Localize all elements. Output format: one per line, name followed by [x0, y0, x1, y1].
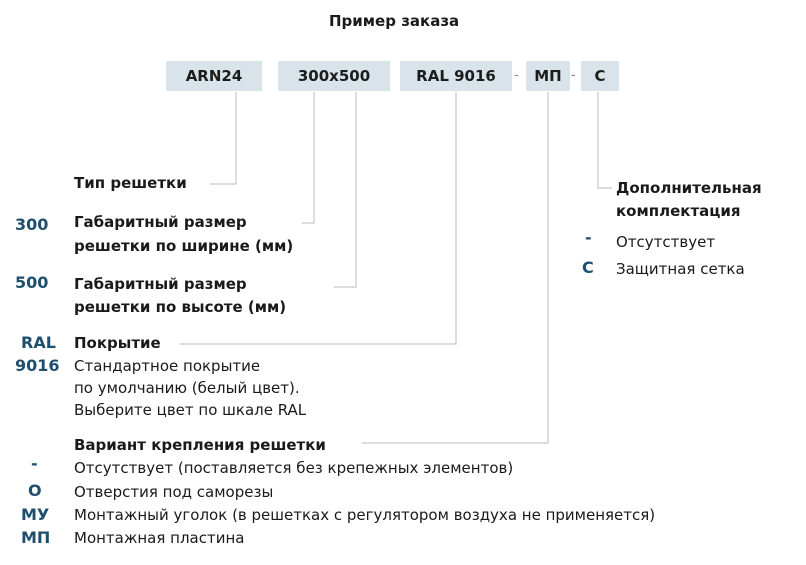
connector-width: [302, 92, 314, 223]
width-code: 300: [15, 215, 49, 234]
page-title: Пример заказа: [329, 12, 460, 30]
mount-option-label: Монтажный уголок (в решетках с регулятором воздуха не применяется): [74, 506, 656, 524]
code-box-mount: МП: [526, 61, 570, 91]
code-box-option: С: [581, 61, 619, 91]
connector-extra: [598, 92, 612, 188]
height-heading-line1: Габаритный размер: [74, 275, 247, 293]
code-box-size: 300x500: [278, 61, 390, 91]
connector-height: [334, 92, 356, 287]
type-heading: Тип решетки: [74, 174, 187, 192]
extra-heading-line1: Дополнительная: [616, 179, 762, 197]
mount-heading: Вариант крепления решетки: [74, 436, 326, 454]
coating-desc-line3: Выберите цвет по шкале RAL: [74, 401, 307, 419]
mount-option-code: -: [31, 454, 38, 473]
mount-option-label: Отверстия под саморезы: [74, 483, 274, 501]
coating-desc-line2: по умолчанию (белый цвет).: [74, 379, 300, 397]
width-heading-line2: решетки по ширине (мм): [74, 237, 294, 255]
connector-type: [210, 92, 236, 184]
height-code: 500: [15, 273, 49, 292]
extra-option-label: Отсутствует: [616, 233, 716, 251]
extra-option-code: -: [585, 228, 592, 247]
coating-code-line1: RAL: [21, 333, 56, 352]
coating-code-line2: 9016: [15, 356, 60, 375]
height-heading-line2: решетки по высоте (мм): [74, 298, 287, 316]
mount-option-label: Отсутствует (поставляется без крепежных элементов): [74, 459, 514, 477]
mount-option-code: МУ: [21, 505, 50, 524]
coating-desc-line1: Стандартное покрытие: [74, 357, 261, 375]
mount-option-label: Монтажная пластина: [74, 529, 245, 547]
extra-option-label: Защитная сетка: [616, 260, 745, 278]
code-box-model: ARN24: [166, 61, 262, 91]
width-heading-line1: Габаритный размер: [74, 213, 247, 231]
extra-heading-line2: комплектация: [616, 202, 741, 220]
mount-option-code: МП: [21, 528, 51, 547]
connector-mount: [362, 92, 548, 443]
coating-heading: Покрытие: [74, 334, 161, 352]
mount-option-code: О: [28, 481, 42, 500]
code-separator-2: -: [571, 68, 576, 83]
extra-option-code: С: [582, 258, 594, 277]
code-separator-1: -: [514, 68, 519, 83]
code-box-color: RAL 9016: [400, 61, 512, 91]
